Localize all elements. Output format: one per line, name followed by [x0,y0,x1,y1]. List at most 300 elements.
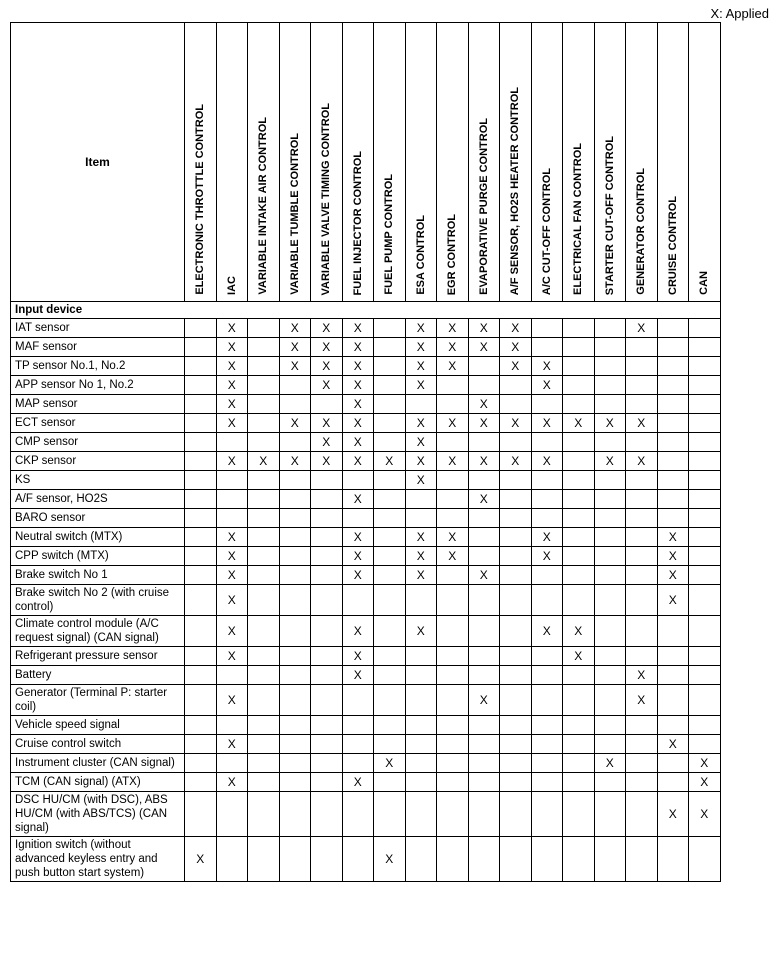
table-cell: X [626,685,658,716]
table-cell [531,716,563,735]
table-cell [500,616,532,647]
table-cell [689,509,721,528]
table-cell [248,566,280,585]
table-row [11,837,721,882]
table-cell: X [468,395,500,414]
table-cell [657,319,689,338]
table-cell [216,471,248,490]
table-row [11,414,721,433]
table-cell [374,395,406,414]
row-label: TP sensor No.1, No.2 [11,357,185,376]
table-cell [185,547,217,566]
table-cell [594,528,626,547]
table-cell [689,585,721,616]
table-cell: X [342,566,374,585]
table-cell [657,837,689,882]
table-cell [657,490,689,509]
column-header [185,23,217,302]
row-label: Cruise control switch [11,735,185,754]
row-label: Vehicle speed signal [11,716,185,735]
table-cell [531,666,563,685]
table-cell: X [405,547,437,566]
column-header [405,23,437,302]
table-cell: X [563,414,595,433]
table-cell: X [279,357,311,376]
table-cell [374,566,406,585]
table-row [11,647,721,666]
table-cell [374,585,406,616]
table-cell: X [500,452,532,471]
column-header [216,23,248,302]
table-cell [594,735,626,754]
table-cell [500,471,532,490]
table-cell [405,395,437,414]
table-cell [689,666,721,685]
column-header-label: IAC [225,276,238,295]
table-cell [468,647,500,666]
table-cell: X [657,547,689,566]
table-cell [342,471,374,490]
table-cell [437,792,469,837]
table-cell [374,773,406,792]
table-row [11,585,721,616]
table-cell [279,490,311,509]
table-cell [342,509,374,528]
table-cell [500,666,532,685]
table-cell [374,471,406,490]
table-cell [594,566,626,585]
table-cell [279,685,311,716]
table-cell [185,357,217,376]
table-cell: X [500,357,532,376]
table-cell [626,338,658,357]
column-header [626,23,658,302]
table-cell [374,319,406,338]
table-cell: X [405,528,437,547]
table-cell: X [279,452,311,471]
table-cell [563,666,595,685]
table-cell [405,490,437,509]
table-cell [689,319,721,338]
table-cell [594,547,626,566]
table-row [11,471,721,490]
table-cell [594,395,626,414]
table-cell [468,754,500,773]
table-cell: X [342,433,374,452]
table-cell [594,837,626,882]
table-cell [185,754,217,773]
table-cell: X [216,338,248,357]
table-row [11,792,721,837]
table-cell [248,616,280,647]
table-cell [500,528,532,547]
table-cell [563,490,595,509]
table-cell [468,509,500,528]
table-cell [563,585,595,616]
table-cell [563,338,595,357]
table-cell: X [626,666,658,685]
table-cell [437,735,469,754]
table-cell [279,792,311,837]
table-cell: X [342,357,374,376]
column-header [563,23,595,302]
table-cell: X [216,773,248,792]
table-cell [185,716,217,735]
table-cell [185,666,217,685]
table-cell: X [342,773,374,792]
table-cell [626,357,658,376]
table-cell [657,471,689,490]
table-cell [657,433,689,452]
table-cell [185,338,217,357]
table-cell: X [342,547,374,566]
table-cell [311,471,343,490]
table-cell [437,376,469,395]
table-cell [689,357,721,376]
table-cell [405,509,437,528]
column-header-label: VARIABLE INTAKE AIR CONTROL [257,117,270,295]
table-cell [626,433,658,452]
table-cell [311,716,343,735]
table-cell [563,773,595,792]
column-header [279,23,311,302]
table-cell: X [437,528,469,547]
table-cell [437,395,469,414]
table-cell [248,716,280,735]
table-cell [689,433,721,452]
table-cell [311,754,343,773]
table-cell [216,837,248,882]
table-cell: X [216,376,248,395]
table-cell: X [311,433,343,452]
section-row [11,302,721,319]
table-cell: X [689,792,721,837]
table-cell [342,837,374,882]
column-header-label: A/C CUT-OFF CONTROL [540,167,553,295]
table-cell [279,666,311,685]
table-cell [468,433,500,452]
table-row [11,338,721,357]
table-cell [279,754,311,773]
table-cell [311,585,343,616]
table-cell [279,716,311,735]
table-cell [657,666,689,685]
table-cell: X [657,585,689,616]
table-cell [594,647,626,666]
table-cell [279,837,311,882]
table-cell [374,735,406,754]
table-cell [563,471,595,490]
table-cell [311,616,343,647]
table-cell [279,433,311,452]
table-cell [374,666,406,685]
table-cell [531,471,563,490]
table-cell [216,490,248,509]
table-cell [185,735,217,754]
row-label: Refrigerant pressure sensor [11,647,185,666]
table-cell [563,357,595,376]
table-cell [689,837,721,882]
table-cell [248,338,280,357]
table-cell [500,716,532,735]
section-input-device: Input device [11,302,721,319]
table-cell: X [468,685,500,716]
table-cell [342,685,374,716]
table-cell [311,566,343,585]
table-cell [437,585,469,616]
table-cell [248,414,280,433]
table-cell: X [468,338,500,357]
table-cell [657,338,689,357]
table-cell [437,509,469,528]
row-label: IAT sensor [11,319,185,338]
row-label: Generator (Terminal P: starter coil) [11,685,185,716]
table-cell [248,754,280,773]
table-row [11,528,721,547]
table-cell: X [468,414,500,433]
table-cell [185,319,217,338]
table-cell [531,566,563,585]
table-cell [594,585,626,616]
table-cell [185,414,217,433]
table-cell [563,319,595,338]
table-cell [248,837,280,882]
table-cell [468,585,500,616]
column-header [374,23,406,302]
table-cell [563,547,595,566]
table-cell [311,490,343,509]
table-cell: X [374,754,406,773]
table-cell [468,528,500,547]
table-cell [626,735,658,754]
table-cell [531,685,563,716]
table-row [11,666,721,685]
table-row [11,490,721,509]
table-cell: X [342,414,374,433]
table-cell [185,395,217,414]
table-cell [248,666,280,685]
table-cell [437,716,469,735]
table-cell [405,837,437,882]
table-cell: X [468,490,500,509]
table-cell [248,585,280,616]
column-header-label: ELECTRONIC THROTTLE CONTROL [194,104,207,295]
table-cell [248,773,280,792]
table-cell [626,716,658,735]
table-cell [500,547,532,566]
table-cell: X [279,338,311,357]
table-cell [374,490,406,509]
table-cell [311,647,343,666]
table-cell [657,452,689,471]
table-cell: X [311,338,343,357]
table-cell [594,792,626,837]
table-cell [594,376,626,395]
row-label: Brake switch No 1 [11,566,185,585]
row-label: CMP sensor [11,433,185,452]
table-cell [279,376,311,395]
table-cell [405,773,437,792]
table-cell [248,528,280,547]
table-cell [563,528,595,547]
table-cell [185,566,217,585]
table-cell [468,666,500,685]
table-cell: X [342,528,374,547]
table-row [11,357,721,376]
table-cell [248,471,280,490]
table-cell [626,509,658,528]
table-cell [216,666,248,685]
table-row [11,509,721,528]
table-cell [626,566,658,585]
table-cell: X [342,338,374,357]
table-cell [563,735,595,754]
column-header-label: EVAPORATIVE PURGE CONTROL [477,118,490,295]
table-cell [531,319,563,338]
column-header [468,23,500,302]
table-cell [563,566,595,585]
column-header [594,23,626,302]
table-cell [216,792,248,837]
table-cell [689,685,721,716]
table-cell [594,685,626,716]
table-row [11,716,721,735]
table-cell [689,616,721,647]
table-row [11,395,721,414]
table-cell [185,792,217,837]
row-label: BARO sensor [11,509,185,528]
table-cell [248,357,280,376]
table-cell [185,528,217,547]
table-body [11,302,721,882]
table-cell [468,716,500,735]
table-cell: X [405,566,437,585]
table-cell [500,685,532,716]
table-cell [374,338,406,357]
table-row [11,566,721,585]
table-cell [468,471,500,490]
column-header [689,23,721,302]
table-cell [500,376,532,395]
table-cell [531,647,563,666]
table-cell [374,376,406,395]
table-cell: X [342,319,374,338]
table-cell [248,376,280,395]
table-cell [594,471,626,490]
table-cell [626,616,658,647]
table-cell: X [437,357,469,376]
table-cell: X [594,754,626,773]
table-row [11,735,721,754]
table-row [11,319,721,338]
table-cell: X [531,616,563,647]
column-header [531,23,563,302]
column-header-label: VARIABLE TUMBLE CONTROL [288,133,301,295]
table-cell [500,509,532,528]
table-cell [279,547,311,566]
table-cell: X [279,319,311,338]
table-cell [531,754,563,773]
table-cell [248,319,280,338]
table-cell [594,616,626,647]
legend-applied: X: Applied [710,6,769,21]
table-cell [468,837,500,882]
table-cell: X [468,566,500,585]
table-cell [657,376,689,395]
table-row [11,547,721,566]
table-cell [248,735,280,754]
table-cell [500,773,532,792]
table-cell [374,792,406,837]
table-cell [563,452,595,471]
table-cell [311,735,343,754]
table-cell [689,547,721,566]
table-cell: X [279,414,311,433]
table-cell: X [437,319,469,338]
table-cell [468,357,500,376]
input-device-control-table [10,22,721,882]
table-cell: X [626,319,658,338]
table-cell [342,716,374,735]
table-cell: X [216,647,248,666]
table-cell [500,585,532,616]
table-cell: X [405,471,437,490]
table-cell [563,685,595,716]
table-cell: X [468,319,500,338]
table-cell [689,338,721,357]
table-cell: X [626,452,658,471]
table-cell [689,647,721,666]
table-cell [437,647,469,666]
table-cell: X [374,837,406,882]
table-cell [342,585,374,616]
table-cell [279,509,311,528]
table-cell [689,735,721,754]
table-cell [626,547,658,566]
column-header-label: FUEL INJECTOR CONTROL [351,150,364,295]
table-cell: X [437,414,469,433]
column-header-label: GENERATOR CONTROL [635,168,648,295]
table-cell [185,685,217,716]
table-cell [437,685,469,716]
table-cell [689,376,721,395]
table-cell [279,566,311,585]
table-cell [374,414,406,433]
table-cell: X [216,452,248,471]
table-cell [437,471,469,490]
table-row [11,376,721,395]
table-cell [374,616,406,647]
table-cell [657,716,689,735]
table-cell [594,433,626,452]
table-cell: X [342,376,374,395]
table-cell [657,754,689,773]
table-cell: X [342,490,374,509]
column-header-label: ELECTRICAL FAN CONTROL [572,143,585,295]
table-cell [185,509,217,528]
table-cell [405,792,437,837]
table-cell: X [216,585,248,616]
table-cell [374,547,406,566]
table-cell [248,433,280,452]
table-cell [689,716,721,735]
table-cell [563,754,595,773]
table-cell: X [657,735,689,754]
table-cell [468,792,500,837]
table-cell [279,471,311,490]
table-cell [500,735,532,754]
table-cell [563,433,595,452]
